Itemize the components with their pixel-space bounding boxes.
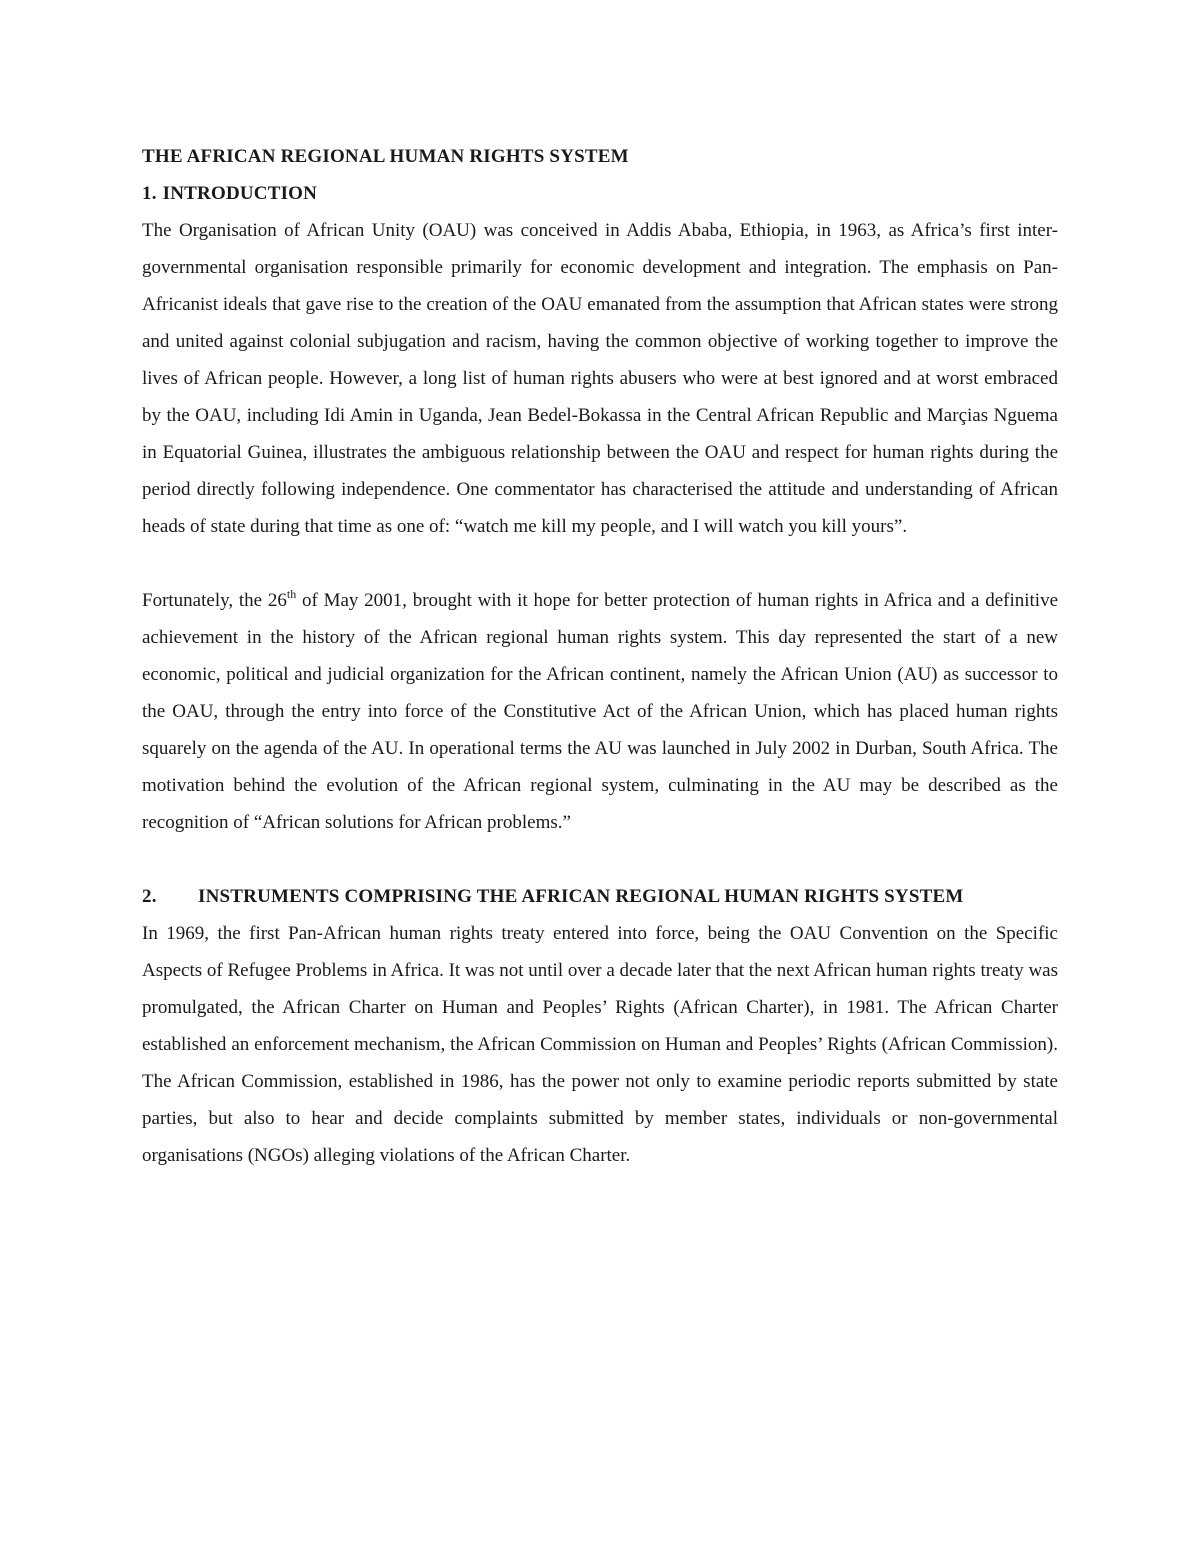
intro-paragraph-2-rest: of May 2001, brought with it hope for better protection of human rights in Africa and a definitive achievement in the history of the African regional human rights system. This day represented the start of a new economic, political and judicial organization for the African continent, namely the African Union (AU) as successor to the OAU, through the entry into force of the Constitutive Act of the African Union, which has placed human rights squarely on the agenda of the AU. In operational terms the AU was launched in July 2002 in Durban, South Africa. The motivation behind the evolution of the African regional system, culminating in the AU may be described as the recognition of “African solutions for African problems.” (142, 590, 1059, 833)
document-title: THE AFRICAN REGIONAL HUMAN RIGHTS SYSTEM (142, 146, 629, 167)
section-2-title: INSTRUMENTS COMPRISING THE AFRICAN REGIONAL HUMAN RIGHTS SYSTEM (198, 886, 964, 907)
paragraph-spacer (142, 841, 1058, 878)
document-body (142, 138, 1058, 1174)
intro-paragraph-1: The Organisation of African Unity (OAU) was conceived in Addis Ababa, Ethiopia, in 1963, as Africa’s first inter-governmental organisation responsible primarily for economic development and integration. The emphasis on Pan-Africanist ideals that gave rise to the creation of the OAU emanated from the assumption that African states were strong and united against colonial subjugation and racism, having the common objective of working together to improve the lives of African people. However, a long list of human rights abusers who were at best ignored and at worst embraced by the OAU, including Idi Amin in Uganda, Jean Bedel-Bokassa in the Central African Republic and Marçias Nguema in Equatorial Guinea, illustrates the ambiguous relationship between the OAU and respect for human rights during the period directly following independence. One commentator has characterised the attitude and understanding of African heads of state during that time as one of: “watch me kill my people, and I will watch you kill yours”. (142, 220, 1058, 537)
section-2-heading (142, 878, 1058, 915)
section-2-number: 2. (142, 886, 157, 907)
intro-paragraph-2 (142, 582, 1058, 841)
section-1-number: 1. (142, 183, 157, 204)
ordinal-suffix: th (286, 586, 297, 601)
intro-paragraph-2-start: Fortunately, the 26 (142, 590, 287, 611)
instruments-paragraph-1: In 1969, the first Pan-African human rights treaty entered into force, being the OAU Convention on the Specific Aspects of Refugee Problems in Africa. It was not until over a decade later that the next African human rights treaty was promulgated, the African Charter on Human and Peoples’ Rights (African Charter), in 1981. The African Charter established an enforcement mechanism, the African Commission on Human and Peoples’ Rights (African Commission). The African Commission, established in 1986, has the power not only to examine periodic reports submitted by state parties, but also to hear and decide complaints submitted by member states, individuals or non-governmental organisations (NGOs) alleging violations of the African Charter. (142, 923, 1058, 1166)
section-1-heading (142, 175, 1058, 212)
paragraph-spacer (142, 545, 1058, 582)
section-1-title: INTRODUCTION (162, 183, 318, 204)
